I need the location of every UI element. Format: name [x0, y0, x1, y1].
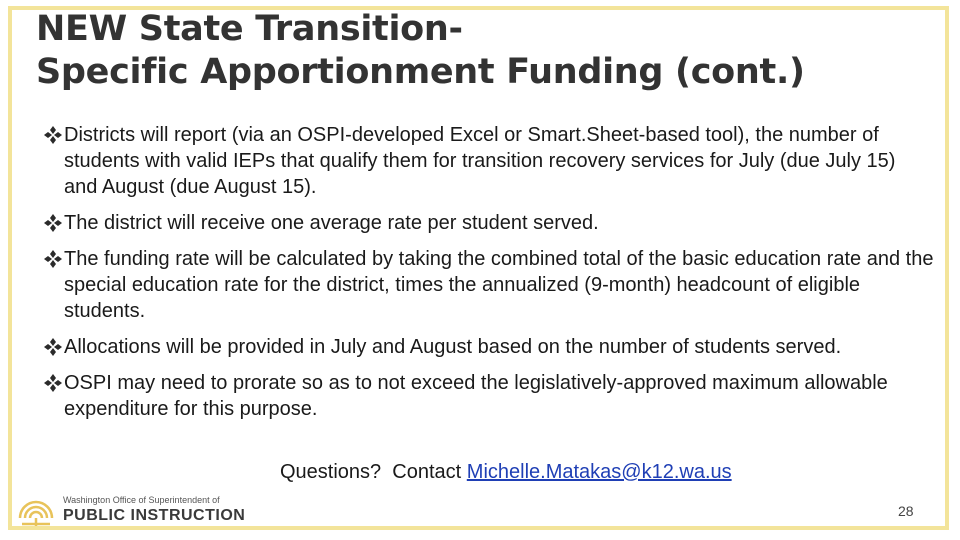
contact-line [280, 459, 732, 485]
slide-title [36, 8, 805, 94]
logo-line-1: Washington Office of Superintendent of [63, 495, 220, 505]
bullet-text: Districts will report (via an OSPI-developed Excel or Smart.Sheet-based tool), the number of students with valid IEPs that qualify them for transition recovery services for July (due July 15) and August (due August 15). [64, 124, 896, 198]
title-line-1: NEW State Transition- [36, 9, 463, 49]
four-diamond-bullet-icon [44, 250, 62, 268]
four-diamond-bullet-icon [44, 214, 62, 232]
logo-line-2: PUBLIC INSTRUCTION [63, 507, 246, 524]
contact-email-link[interactable]: Michelle.Matakas@k12.wa.us [466, 461, 732, 483]
title-line-2: Specific Apportionment Funding (cont.) [36, 52, 805, 92]
bullet-text: The district will receive one average rate per student served. [64, 212, 599, 234]
four-diamond-bullet-icon [44, 374, 62, 392]
page-number: 28 [898, 503, 914, 519]
four-diamond-bullet-icon [44, 338, 62, 356]
ospi-sun-logo-icon [16, 490, 56, 528]
bullet-text: OSPI may need to prorate so as to not exceed the legislatively-approved maximum allowable expenditure for this purpose. [64, 372, 888, 420]
bullet-item [44, 122, 934, 200]
bullet-list [44, 122, 934, 432]
four-diamond-bullet-icon [44, 126, 62, 144]
ospi-logo [16, 490, 246, 528]
bullet-item [44, 246, 934, 324]
contact-prefix: Questions? Contact [280, 461, 467, 483]
bullet-text: Allocations will be provided in July and August based on the number of students served. [64, 336, 842, 358]
bullet-text: The funding rate will be calculated by taking the combined total of the basic education rate and the special education rate for the district, times the annualized (9-month) headcount of eligible students. [64, 248, 934, 322]
bullet-item [44, 370, 934, 422]
bullet-item [44, 334, 934, 360]
bullet-item [44, 210, 934, 236]
